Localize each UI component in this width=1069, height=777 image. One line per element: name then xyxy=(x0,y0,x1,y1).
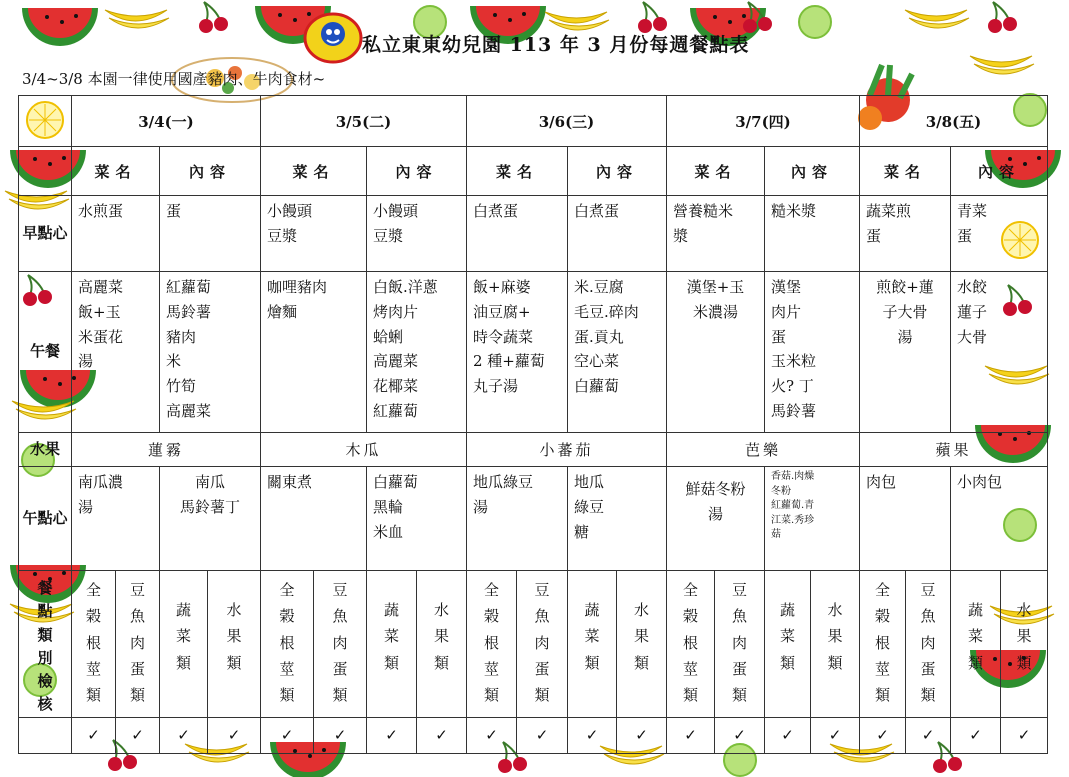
row-label-check xyxy=(19,571,72,718)
category-protein: 豆魚肉蛋類 xyxy=(130,581,146,704)
category-cell xyxy=(1001,571,1048,718)
category-fruit: 水果類 xyxy=(226,601,242,672)
content-label: 內容 xyxy=(951,147,1048,196)
snack-dish: 肉包 xyxy=(860,467,951,571)
row-label-breakfast: 早點心 xyxy=(19,196,72,272)
checkmark: ✓ xyxy=(1001,717,1048,753)
fruit-cell: 木瓜 xyxy=(261,433,467,467)
snack-dish: 鮮菇冬粉 湯 xyxy=(667,467,765,571)
day-header: 3/5(二) xyxy=(261,96,467,147)
category-grains: 全榖根莖類 xyxy=(86,581,102,704)
lunch-content: 米.豆腐 毛豆.碎肉 蛋.貢丸 空心菜 白蘿蔔 xyxy=(568,272,667,433)
fruit-cell: 小蕃茄 xyxy=(467,433,667,467)
snack-content: 香菇.肉燥 冬粉 紅蘿蔔.青 江菜.秀珍 菇 xyxy=(765,467,860,571)
dish-label: 菜名 xyxy=(667,147,765,196)
category-fruit: 水果類 xyxy=(434,601,450,672)
checkmark: ✓ xyxy=(906,717,951,753)
check-label: 餐點類別檢核 xyxy=(37,579,53,714)
category-cell xyxy=(517,571,568,718)
category-cell xyxy=(160,571,208,718)
day-header: 3/7(四) xyxy=(667,96,860,147)
checkmark: ✓ xyxy=(765,717,811,753)
day-header: 3/4(一) xyxy=(72,96,261,147)
category-cell xyxy=(715,571,765,718)
category-fruit: 水果類 xyxy=(1016,601,1032,672)
breakfast-content: 糙米漿 xyxy=(765,196,860,272)
snack-content: 小肉包 xyxy=(951,467,1048,571)
content-label: 內容 xyxy=(765,147,860,196)
school-logo xyxy=(303,12,363,64)
fruit-cell: 蓮霧 xyxy=(72,433,261,467)
category-cell xyxy=(951,571,1001,718)
category-grains: 全榖根莖類 xyxy=(484,581,500,704)
category-cell xyxy=(314,571,367,718)
category-vegetables: 蔬菜類 xyxy=(384,601,400,672)
checkmark: ✓ xyxy=(160,717,208,753)
category-grains: 全榖根莖類 xyxy=(683,581,699,704)
check-label-spacer xyxy=(19,717,72,753)
category-cell xyxy=(568,571,617,718)
category-protein: 豆魚肉蛋類 xyxy=(534,581,550,704)
category-cell xyxy=(467,571,517,718)
lunch-content: 漢堡 肉片 蛋 玉米粒 火? 丁 馬鈴薯 xyxy=(765,272,860,433)
category-cell xyxy=(765,571,811,718)
checkmark: ✓ xyxy=(314,717,367,753)
corner-cell xyxy=(19,147,72,196)
breakfast-dish: 水煎蛋 xyxy=(72,196,160,272)
category-cell xyxy=(72,571,116,718)
content-label: 內容 xyxy=(568,147,667,196)
checkmark: ✓ xyxy=(667,717,715,753)
dish-label: 菜名 xyxy=(860,147,951,196)
lunch-content: 水餃 蓮子 大骨 xyxy=(951,272,1048,433)
weekly-menu-table xyxy=(18,95,1048,754)
category-cell xyxy=(367,571,417,718)
row-label-snack: 午點心 xyxy=(19,467,72,571)
category-grains: 全榖根莖類 xyxy=(279,581,295,704)
checkmark: ✓ xyxy=(467,717,517,753)
checkmark: ✓ xyxy=(951,717,1001,753)
breakfast-content: 白煮蛋 xyxy=(568,196,667,272)
checkmark: ✓ xyxy=(367,717,417,753)
checkmark: ✓ xyxy=(116,717,160,753)
category-protein: 豆魚肉蛋類 xyxy=(920,581,936,704)
lunch-dish: 漢堡+玉 米濃湯 xyxy=(667,272,765,433)
category-cell xyxy=(617,571,667,718)
checkmark: ✓ xyxy=(568,717,617,753)
dish-label: 菜名 xyxy=(467,147,568,196)
checkmark: ✓ xyxy=(517,717,568,753)
checkmark: ✓ xyxy=(417,717,467,753)
breakfast-dish: 白煮蛋 xyxy=(467,196,568,272)
page-title: 私立東東幼兒園 113 年 3 月份每週餐點表 xyxy=(362,34,750,56)
content-label: 內容 xyxy=(367,147,467,196)
breakfast-dish: 營養糙米 漿 xyxy=(667,196,765,272)
day-header: 3/6(三) xyxy=(467,96,667,147)
breakfast-dish: 蔬菜煎 蛋 xyxy=(860,196,951,272)
category-vegetables: 蔬菜類 xyxy=(584,601,600,672)
lunch-dish: 飯+麻婆 油豆腐+ 時令蔬菜 2 種+蘿蔔 丸子湯 xyxy=(467,272,568,433)
category-protein: 豆魚肉蛋類 xyxy=(332,581,348,704)
dish-label: 菜名 xyxy=(72,147,160,196)
category-cell xyxy=(261,571,314,718)
lunch-dish: 咖哩豬肉 燴麵 xyxy=(261,272,367,433)
lunch-dish: 煎餃+蓮 子大骨 湯 xyxy=(860,272,951,433)
category-cell xyxy=(906,571,951,718)
breakfast-content: 蛋 xyxy=(160,196,261,272)
checkmark: ✓ xyxy=(617,717,667,753)
category-cell xyxy=(860,571,906,718)
category-cell xyxy=(417,571,467,718)
checkmark: ✓ xyxy=(860,717,906,753)
dish-label: 菜名 xyxy=(261,147,367,196)
category-cell xyxy=(811,571,860,718)
snack-content: 白蘿蔔 黑輪 米血 xyxy=(367,467,467,571)
breakfast-content: 青菜 蛋 xyxy=(951,196,1048,272)
category-protein: 豆魚肉蛋類 xyxy=(732,581,748,704)
breakfast-dish: 小饅頭 豆漿 xyxy=(261,196,367,272)
day-header: 3/8(五) xyxy=(860,96,1048,147)
category-vegetables: 蔬菜類 xyxy=(176,601,192,672)
fruit-cell: 蘋果 xyxy=(860,433,1048,467)
category-fruit: 水果類 xyxy=(827,601,843,672)
category-vegetables: 蔬菜類 xyxy=(780,601,796,672)
checkmark: ✓ xyxy=(72,717,116,753)
snack-content: 地瓜 綠豆 糖 xyxy=(568,467,667,571)
snack-dish: 南瓜濃 湯 xyxy=(72,467,160,571)
snack-content: 南瓜 馬鈴薯丁 xyxy=(160,467,261,571)
category-vegetables: 蔬菜類 xyxy=(968,601,984,672)
snack-dish: 關東煮 xyxy=(261,467,367,571)
row-label-fruit: 水果 xyxy=(19,433,72,467)
checkmark: ✓ xyxy=(261,717,314,753)
lunch-content: 白飯.洋蔥 烤肉片 蛤蜊 高麗菜 花椰菜 紅蘿蔔 xyxy=(367,272,467,433)
category-grains: 全榖根莖類 xyxy=(875,581,891,704)
category-cell xyxy=(667,571,715,718)
checkmark: ✓ xyxy=(715,717,765,753)
lunch-content: 紅蘿蔔 馬鈴薯 豬肉 米 竹筍 高麗菜 xyxy=(160,272,261,433)
checkmark: ✓ xyxy=(208,717,261,753)
corner-cell xyxy=(19,96,72,147)
snack-dish: 地瓜綠豆 湯 xyxy=(467,467,568,571)
lunch-dish: 高麗菜 飯+玉 米蛋花 湯 xyxy=(72,272,160,433)
content-label: 內容 xyxy=(160,147,261,196)
category-cell xyxy=(208,571,261,718)
checkmark: ✓ xyxy=(811,717,860,753)
fruit-cell: 芭樂 xyxy=(667,433,860,467)
category-cell xyxy=(116,571,160,718)
row-label-lunch: 午餐 xyxy=(19,272,72,433)
menu-note: 3/4~3/8 本園一律使用國產豬肉、牛肉食材~ xyxy=(22,70,326,88)
category-fruit: 水果類 xyxy=(634,601,650,672)
breakfast-content: 小饅頭 豆漿 xyxy=(367,196,467,272)
